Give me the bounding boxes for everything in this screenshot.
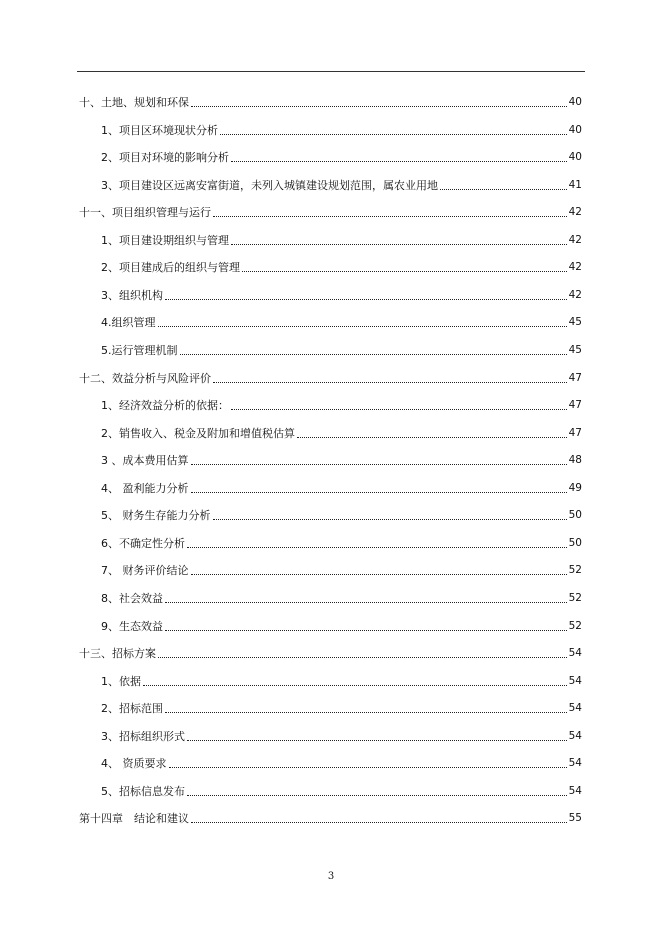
toc-entry-title: 3 、成本费用估算 (101, 454, 189, 468)
toc-dot-leader (187, 740, 567, 741)
toc-entry-page: 47 (568, 371, 582, 384)
toc-entry-page: 40 (568, 96, 582, 108)
toc-entry-page: 49 (568, 481, 582, 494)
toc-dot-leader (165, 712, 567, 713)
toc-entry[interactable] (101, 754, 582, 770)
toc-entry-title: 2、项目对环境的影响分析 (101, 151, 229, 165)
toc-entry[interactable] (79, 93, 582, 109)
toc-entry-title: 第十四章 结论和建议 (79, 812, 189, 826)
toc-entry-page: 54 (568, 702, 582, 715)
toc-entry-page: 45 (568, 344, 582, 356)
toc-entry[interactable] (101, 121, 582, 137)
toc-dot-leader (220, 134, 567, 135)
toc-entry-title: 十、土地、规划和环保 (79, 96, 189, 109)
toc-entry-page: 45 (568, 316, 582, 329)
toc-entry-page: 54 (568, 757, 582, 770)
toc-entry-page: 47 (568, 426, 582, 439)
toc-dot-leader (143, 685, 567, 686)
toc-entry-title: 1、依据 (101, 674, 141, 688)
toc-entry-title: 3、招标组织形式 (101, 729, 185, 743)
toc-entry[interactable] (101, 396, 582, 412)
toc-entry-title: 4、 盈利能力分析 (101, 481, 189, 495)
toc-dot-leader (165, 299, 567, 300)
toc-dot-leader (191, 822, 567, 823)
toc-entry-page: 52 (568, 591, 582, 604)
toc-entry-title: 9、生态效益 (101, 619, 163, 633)
toc-dot-leader (440, 189, 567, 190)
toc-entry[interactable] (101, 561, 582, 577)
toc-entry-title: 6、不确定性分析 (101, 536, 185, 550)
toc-entry-page: 41 (568, 178, 582, 191)
toc-entry-title: 4、 资质要求 (101, 757, 167, 771)
toc-entry[interactable] (101, 148, 582, 164)
toc-entry-page: 42 (568, 206, 582, 219)
toc-entry-title: 5、招标信息发布 (101, 784, 185, 798)
toc-dot-leader (213, 382, 567, 383)
toc-entry-title: 4.组织管理 (101, 316, 156, 330)
toc-dot-leader (165, 602, 567, 603)
toc-entry[interactable] (79, 809, 582, 825)
toc-entry-title: 7、 财务评价结论 (101, 564, 189, 578)
toc-entry[interactable] (101, 286, 582, 302)
toc-entry[interactable] (101, 479, 582, 495)
toc-entry-title: 2、项目建成后的组织与管理 (101, 261, 240, 275)
toc-entry-page: 42 (568, 288, 582, 301)
toc-entry[interactable] (101, 617, 582, 633)
toc-dot-leader (242, 271, 567, 272)
toc-entry[interactable] (79, 644, 582, 660)
toc-entry-page: 52 (568, 564, 582, 577)
toc-entry-title: 1、项目区环境现状分析 (101, 123, 218, 137)
toc-dot-leader (297, 437, 567, 438)
toc-entry[interactable] (101, 506, 582, 522)
toc-dot-leader (165, 630, 567, 631)
toc-entry-page: 47 (568, 399, 582, 412)
toc-dot-leader (231, 409, 567, 410)
toc-entry[interactable] (101, 231, 582, 247)
toc-entry-page: 40 (568, 123, 582, 136)
toc-entry[interactable] (101, 451, 582, 467)
toc-dot-leader (180, 354, 567, 355)
toc-entry-title: 十二、效益分析与风险评价 (79, 371, 211, 385)
toc-entry-page: 54 (568, 729, 582, 742)
toc-entry-page: 42 (568, 261, 582, 274)
toc-entry-title: 3、组织机构 (101, 288, 163, 302)
toc-entry[interactable] (79, 369, 582, 385)
toc-dot-leader (191, 492, 567, 493)
toc-entry[interactable] (101, 341, 582, 357)
toc-dot-leader (187, 795, 567, 796)
toc-dot-leader (213, 216, 567, 217)
toc-entry[interactable] (101, 424, 582, 440)
toc-dot-leader (231, 161, 567, 162)
page-number: 3 (327, 871, 335, 882)
toc-entry-title: 8、社会效益 (101, 591, 163, 605)
toc-entry[interactable] (101, 589, 582, 605)
toc-entry-title: 2、招标范围 (101, 702, 163, 716)
toc-dot-leader (191, 574, 567, 575)
toc-entry[interactable] (79, 203, 582, 219)
toc-entry-title: 5.运行管理机制 (101, 344, 178, 357)
toc-entry-page: 55 (568, 812, 582, 825)
toc-entry-title: 十一、项目组织管理与运行 (79, 206, 211, 220)
toc-dot-leader (169, 767, 567, 768)
toc-entry[interactable] (101, 176, 582, 192)
toc-entry-page: 50 (568, 509, 582, 522)
toc-entry[interactable] (101, 727, 582, 743)
toc-entry-title: 1、经济效益分析的依据： (101, 399, 229, 413)
toc-entry[interactable] (101, 534, 582, 550)
toc-entry-title: 2、销售收入、税金及附加和增值税估算 (101, 426, 295, 440)
toc-entry-page: 54 (568, 647, 582, 659)
toc-dot-leader (158, 657, 567, 658)
toc-entry[interactable] (101, 672, 582, 688)
toc-entry-title: 十三、招标方案 (79, 647, 156, 660)
toc-entry-title: 3、项目建设区远离安富街道，未列入城镇建设规划范围，属农业用地 (101, 178, 438, 192)
toc-entry-page: 42 (568, 233, 582, 246)
toc-entry-page: 54 (568, 674, 582, 687)
toc-entry-page: 48 (568, 454, 582, 467)
toc-entry-page: 40 (568, 151, 582, 164)
toc-entry[interactable] (101, 258, 582, 274)
toc-entry-page: 52 (568, 619, 582, 632)
toc-entry-page: 54 (568, 784, 582, 797)
toc-dot-leader (231, 244, 567, 245)
toc-dot-leader (191, 106, 567, 107)
toc-dot-leader (191, 464, 567, 465)
toc-entry-title: 1、项目建设期组织与管理 (101, 233, 229, 247)
toc-entry[interactable] (101, 699, 582, 715)
toc-entry[interactable] (101, 782, 582, 798)
toc-dot-leader (158, 326, 567, 327)
toc-entry[interactable] (101, 313, 582, 329)
toc-entry-page: 50 (568, 536, 582, 549)
toc-dot-leader (187, 547, 567, 548)
toc-entry-title: 5、 财务生存能力分析 (101, 509, 211, 523)
toc-dot-leader (213, 519, 567, 520)
header-rule (77, 71, 585, 72)
